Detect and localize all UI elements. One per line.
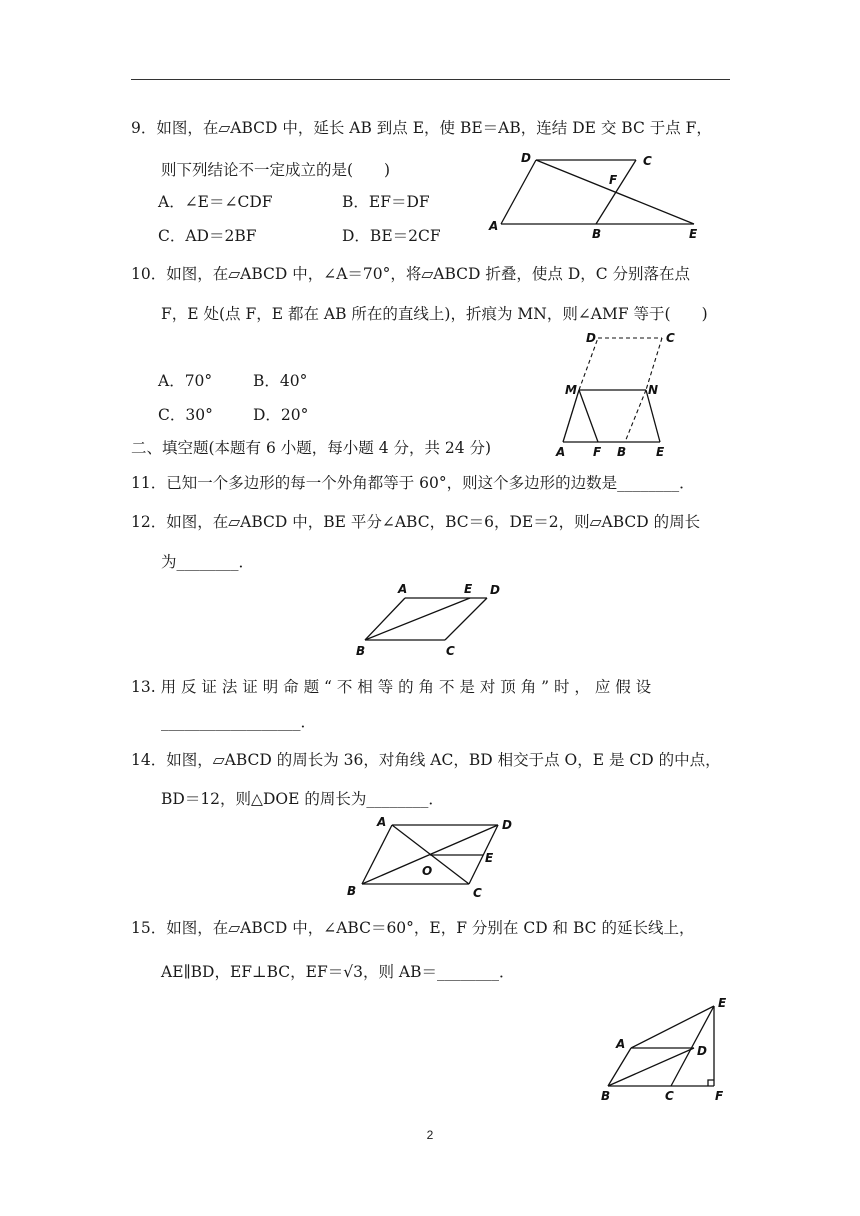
q12-label-e: E (464, 582, 473, 596)
q12-label-b: B (356, 644, 366, 658)
q10-label-m: M (565, 383, 577, 397)
q10-label-c: C (666, 331, 675, 345)
q10-dashed-md (579, 338, 598, 390)
q10-stem-line2: F，E 处(点 F，E 都在 AB 所在的直线上)，折痕为 MN，则∠AMF 等于( ) (161, 305, 708, 323)
q10-segment-ne (646, 390, 660, 442)
q9-option-b: B．EF＝DF (342, 193, 430, 211)
q9-stem-line2: 则下列结论不一定成立的是( ) (161, 161, 391, 179)
q15-stem-line2: AE∥BD，EF⊥BC，EF＝√3，则 AB＝________． (161, 963, 515, 981)
header-rule (131, 79, 730, 80)
q12-label-c: C (446, 644, 455, 658)
q12-segment-be (365, 598, 470, 640)
q12-stem-line1: 12．如图，在▱ABCD 中，BE 平分∠ABC，BC＝6，DE＝2，则▱ABCD 的周长 (131, 513, 701, 531)
q9-segment-ad (501, 160, 536, 224)
q10-segment-am (563, 390, 579, 442)
q10-label-n: N (648, 383, 659, 397)
q15-figure (596, 992, 736, 1104)
q9-label-c: C (643, 154, 652, 168)
q15-label-a: A (616, 1037, 626, 1051)
q12-label-d: D (490, 583, 500, 597)
section-heading-fill-in: 二、填空题(本题有 6 小题，每小题 4 分，共 24 分) (131, 439, 492, 457)
q10-label-e: E (656, 445, 665, 459)
q14-label-c: C (473, 886, 482, 900)
q12-segment-dc (445, 598, 487, 640)
q15-label-e: E (718, 996, 727, 1010)
q10-label-f: F (593, 445, 602, 459)
q9-option-a: A．∠E＝∠CDF (158, 193, 273, 211)
page-number: 2 (426, 1128, 434, 1142)
q15-stem-line1: 15．如图，在▱ABCD 中，∠ABC＝60°，E，F 分别在 CD 和 BC 的延长线上， (131, 919, 695, 937)
q9-label-d: D (521, 151, 531, 165)
q14-label-d: D (502, 818, 512, 832)
q14-figure (340, 814, 515, 900)
q15-right-angle-mark (708, 1080, 714, 1086)
q9-segment-de (536, 160, 694, 224)
q15-segment-ce (671, 1006, 714, 1086)
q9-figure (486, 150, 706, 240)
q9-option-d: D．BE＝2CF (342, 227, 441, 245)
q14-label-o: O (422, 864, 433, 878)
q12-label-a: A (398, 582, 408, 596)
q10-label-b: B (617, 445, 627, 459)
q10-stem-line1: 10．如图，在▱ABCD 中，∠A＝70°，将▱ABCD 折叠，使点 D，C 分别落在点 (131, 265, 691, 283)
q10-option-d: D．20° (253, 406, 309, 424)
q11-stem: 11．已知一个多边形的每一个外角都等于 60°，则这个多边形的边数是________． (131, 474, 695, 492)
q14-stem-line1: 14．如图，▱ABCD 的周长为 36，对角线 AC，BD 相交于点 O，E 是 CD 的中点， (131, 751, 721, 769)
q14-label-b: B (347, 884, 357, 898)
q10-dashed-nb (625, 390, 646, 442)
q9-option-c: C．AD＝2BF (158, 227, 257, 245)
q15-label-d: D (697, 1044, 707, 1058)
q12-figure (350, 580, 510, 658)
q10-option-c: C．30° (158, 406, 213, 424)
q14-segment-ab (362, 825, 392, 884)
q15-label-c: C (665, 1089, 674, 1103)
q15-label-f: F (715, 1089, 724, 1103)
q12-segment-ba (365, 598, 405, 640)
q9-label-a: A (489, 219, 499, 233)
q10-label-a: A (556, 445, 566, 459)
q12-stem-line2: 为________． (161, 553, 255, 571)
q10-figure (548, 328, 688, 462)
q10-option-a: A．70° (158, 372, 213, 390)
q15-segment-ae (631, 1006, 714, 1048)
q10-segment-mf (579, 390, 598, 442)
q9-label-e: E (689, 227, 698, 240)
q14-label-e: E (485, 851, 494, 865)
q10-option-b: B．40° (253, 372, 308, 390)
q9-label-f: F (609, 173, 618, 187)
q13-stem-line1: 13. 用 反 证 法 证 明 命 题 “ 不 相 等 的 角 不 是 对 顶 角 ” 时 ， 应 假 设 (131, 678, 652, 696)
q14-label-a: A (377, 815, 387, 829)
q13-answer-blank: __________________． (161, 713, 317, 731)
q14-stem-line2: BD＝12，则△DOE 的周长为________． (161, 790, 444, 808)
q10-label-d: D (586, 331, 596, 345)
q9-stem-line1: 9．如图，在▱ABCD 中，延长 AB 到点 E，使 BE＝AB，连结 DE 交 BC 于点 F， (131, 119, 712, 137)
q9-label-b: B (592, 227, 602, 240)
q15-label-b: B (601, 1089, 611, 1103)
